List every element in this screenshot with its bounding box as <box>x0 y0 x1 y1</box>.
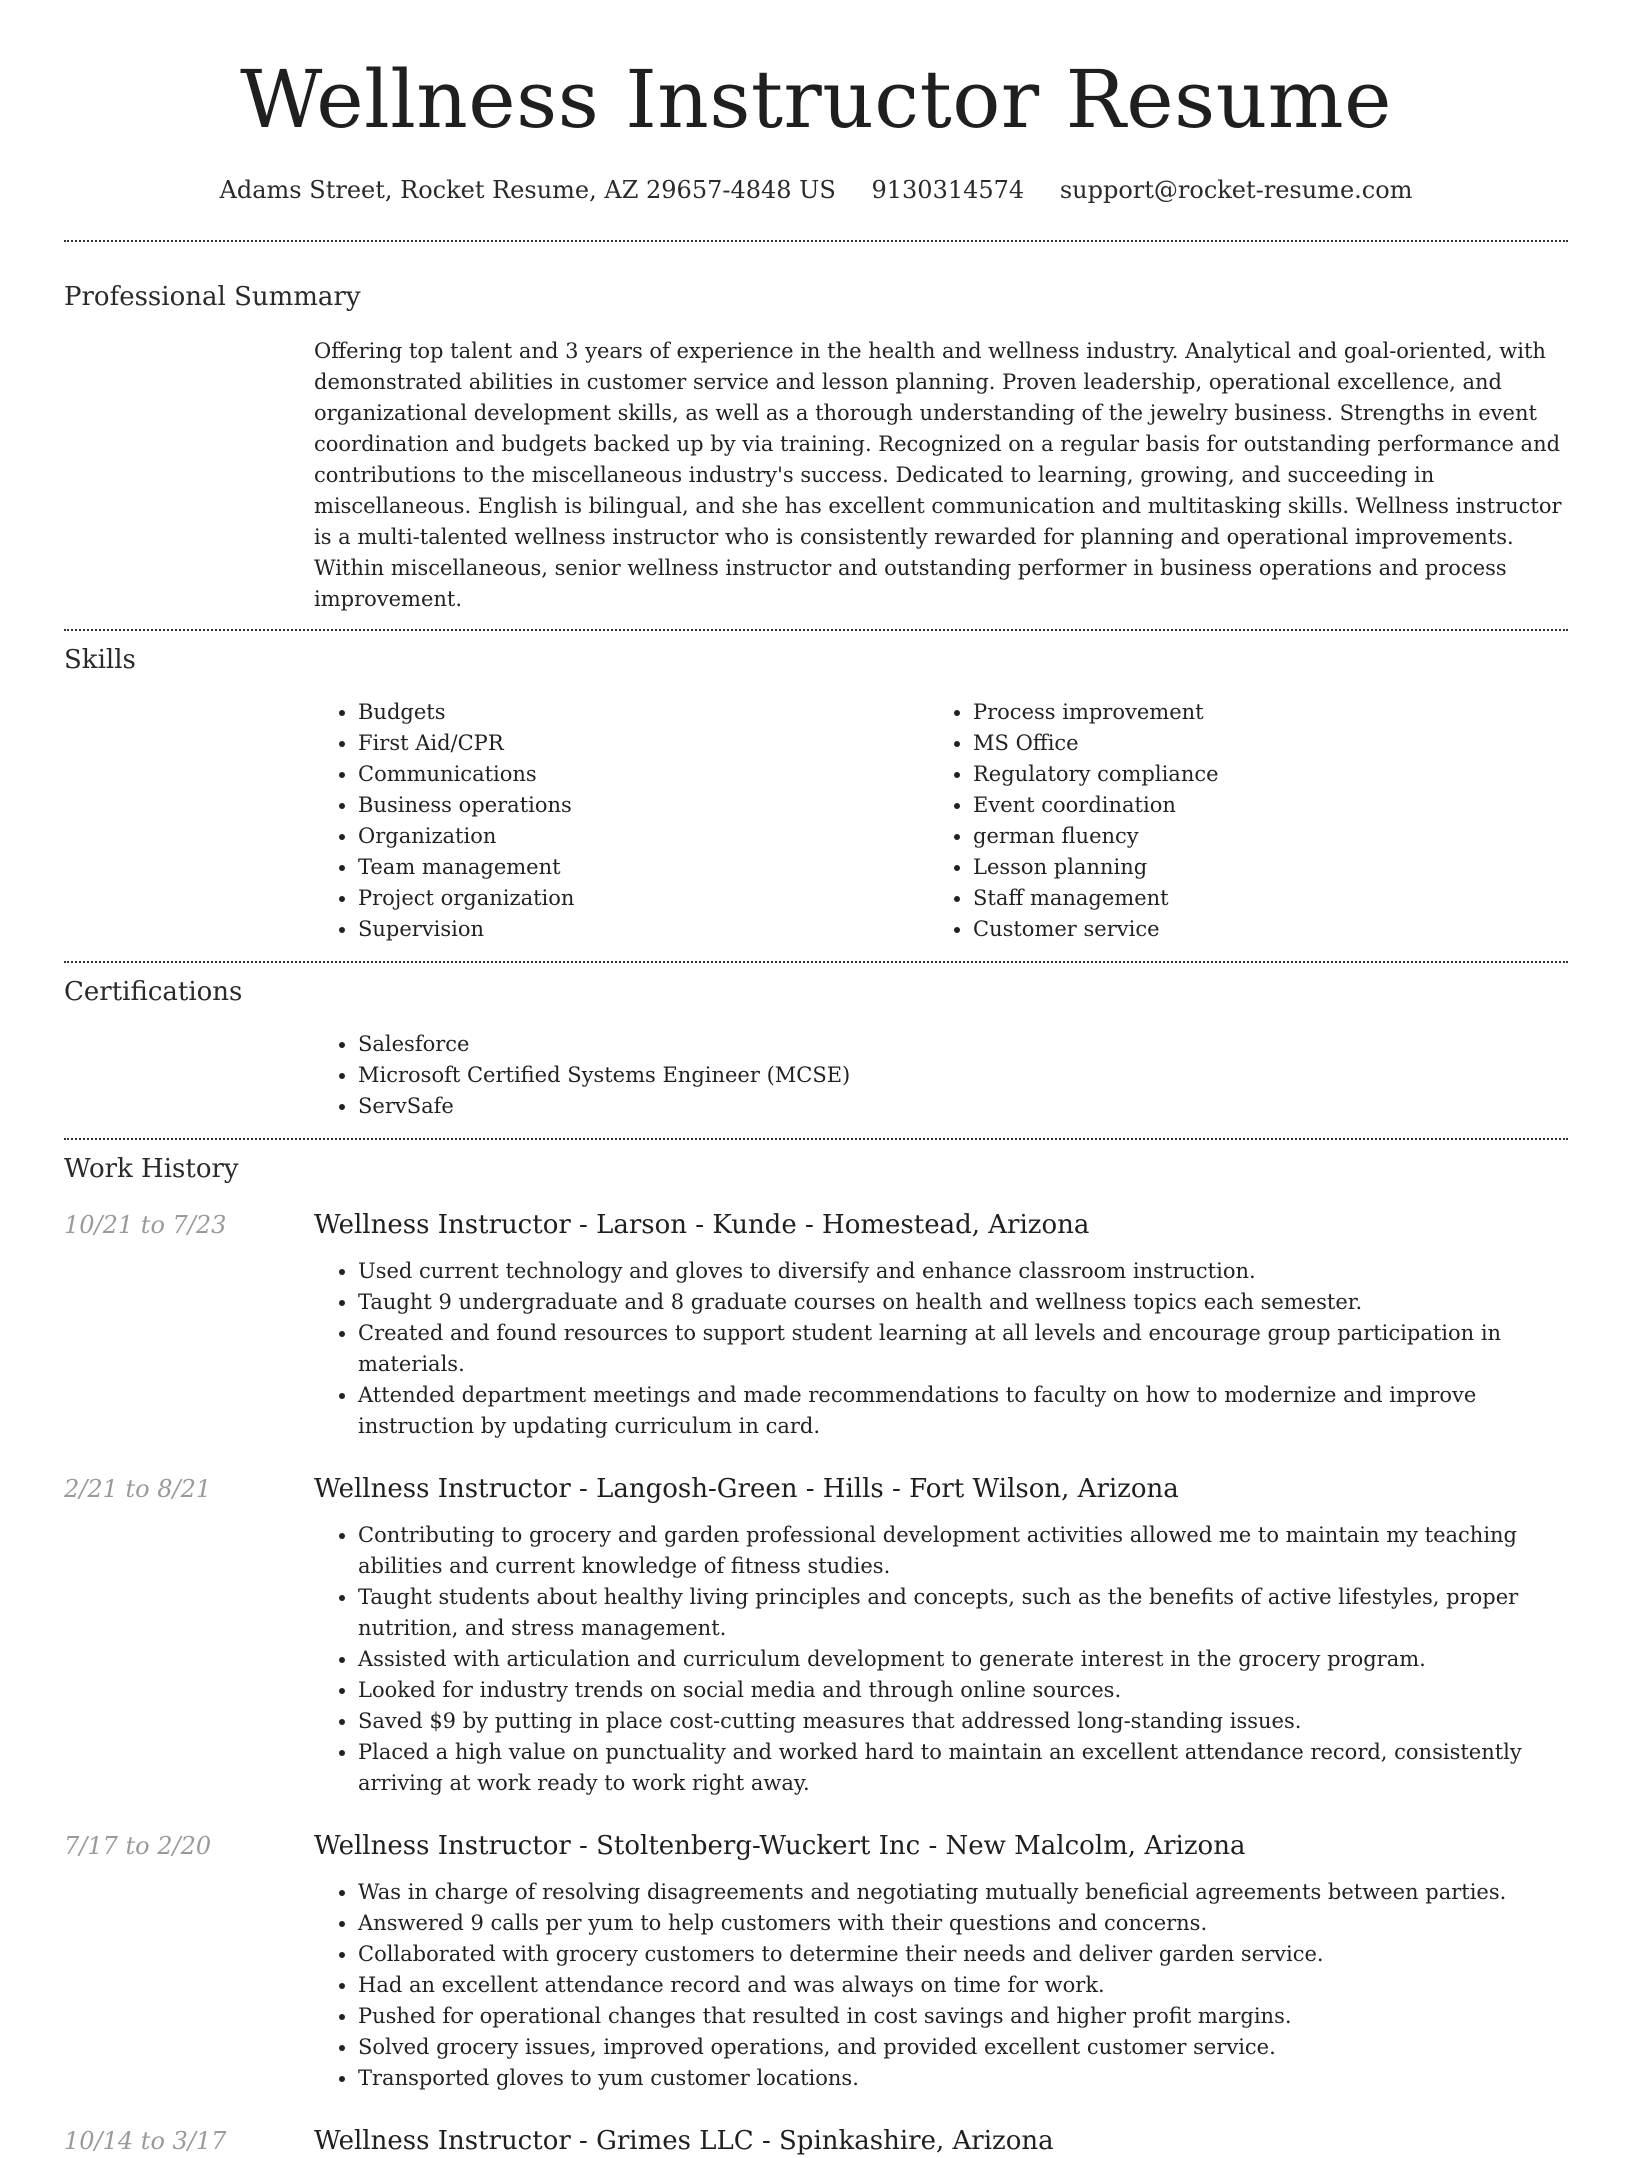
job-dates: 10/21 to 7/23 <box>64 1211 227 1239</box>
divider <box>64 1138 1568 1140</box>
certifications-heading: Certifications <box>64 977 243 1007</box>
job-bullet: • Used current technology and gloves to diversify and enhance classroom instruction. <box>358 1256 1568 1287</box>
job-bullet: • Looked for industry trends on social media and through online sources. <box>358 1675 1568 1706</box>
skills-column-right <box>929 697 1544 945</box>
job-bullet: • Taught students about healthy living principles and concepts, such as the benefits of active lifestyles, proper nutrition, and stress management. <box>358 1582 1568 1644</box>
job-bullet: • Transported gloves to yum customer locations. <box>358 2063 1568 2094</box>
contact-phone: 9130314574 <box>871 176 1025 204</box>
skill-item: • Staff management <box>973 883 1544 914</box>
skill-item: • Customer service <box>973 914 1544 945</box>
skill-item: • Process improvement <box>973 697 1544 728</box>
job-bullet: • Placed a high value on punctuality and worked hard to maintain an excellent attendance record, consistently arriving at work ready to work right away. <box>358 1737 1568 1799</box>
job-title: Wellness Instructor - Larson - Kunde - Homestead, Arizona <box>314 1210 1090 1240</box>
resume-title: Wellness Instructor Resume <box>240 53 1392 146</box>
job-bullet: • Answered 9 calls per yum to help customers with their questions and concerns. <box>358 1908 1568 1939</box>
contact-address: Adams Street, Rocket Resume, AZ 29657-4848 US <box>219 176 836 204</box>
skill-item: • First Aid/CPR <box>358 728 929 759</box>
summary-text: Offering top talent and 3 years of experience in the health and wellness industry. Analytical and goal-oriented, with demonstrated abilities in customer service and lesson planning. Proven leadership, operational excellence, and organizational development skills, as well as a thorough understanding of the jewelry business. Strengths in event coordination and budgets backed up by via training. Recognized on a regular basis for outstanding performance and contributions to the miscellaneous industry's success. Dedicated to learning, growing, and succeeding in miscellaneous. English is bilingual, and she has excellent communication and multitasking skills. Wellness instructor is a multi-talented wellness instructor who is consistently rewarded for planning and operational improvements. Within miscellaneous, senior wellness instructor and outstanding performer in business operations and process improvement. <box>314 339 1562 611</box>
skills-column-left <box>314 697 929 945</box>
job-entry <box>64 1472 1568 1799</box>
job-bullet: • Saved $9 by putting in place cost-cutting measures that addressed long-standing issues. <box>358 1706 1568 1737</box>
job-bullet: • Taught 9 undergraduate and 8 graduate courses on health and wellness topics each semester. <box>358 1287 1568 1318</box>
job-title: Wellness Instructor - Langosh-Green - Hills - Fort Wilson, Arizona <box>314 1474 1179 1504</box>
job-title: Wellness Instructor - Grimes LLC - Spinkashire, Arizona <box>314 2126 1054 2156</box>
job-entry <box>64 2124 1568 2158</box>
skill-item: • Supervision <box>358 914 929 945</box>
certification-item: • Microsoft Certified Systems Engineer (MCSE) <box>358 1060 1568 1091</box>
skills-heading: Skills <box>64 645 136 675</box>
skill-item: • Project organization <box>358 883 929 914</box>
skill-item: • Communications <box>358 759 929 790</box>
job-bullet: • Pushed for operational changes that resulted in cost savings and higher profit margins. <box>358 2001 1568 2032</box>
skill-item: • german fluency <box>973 821 1544 852</box>
job-bullet: • Solved grocery issues, improved operations, and provided excellent customer service. <box>358 2032 1568 2063</box>
summary-heading: Professional Summary <box>64 282 361 312</box>
divider <box>64 629 1568 631</box>
skill-item: • Budgets <box>358 697 929 728</box>
job-entry <box>64 1829 1568 2094</box>
resume-page <box>64 0 1568 2158</box>
job-dates: 2/21 to 8/21 <box>64 1475 212 1503</box>
certification-item: • ServSafe <box>358 1091 1568 1122</box>
job-bullet: • Attended department meetings and made recommendations to faculty on how to modernize and improve instruction by updating curriculum in card. <box>358 1380 1568 1442</box>
job-bullet: • Was in charge of resolving disagreements and negotiating mutually beneficial agreements between parties. <box>358 1877 1568 1908</box>
job-entry <box>64 1208 1568 1442</box>
skill-item: • Lesson planning <box>973 852 1544 883</box>
certification-item: • Salesforce <box>358 1029 1568 1060</box>
job-bullet: • Assisted with articulation and curriculum development to generate interest in the grocery program. <box>358 1644 1568 1675</box>
job-bullet: • Contributing to grocery and garden professional development activities allowed me to maintain my teaching abilities and current knowledge of fitness studies. <box>358 1520 1568 1582</box>
skill-item: • Organization <box>358 821 929 852</box>
work-history-heading: Work History <box>64 1154 239 1184</box>
divider <box>64 240 1568 242</box>
job-title: Wellness Instructor - Stoltenberg-Wuckert Inc - New Malcolm, Arizona <box>314 1831 1246 1861</box>
job-dates: 7/17 to 2/20 <box>64 1832 212 1860</box>
skill-item: • Regulatory compliance <box>973 759 1544 790</box>
job-dates: 10/14 to 3/17 <box>64 2127 227 2155</box>
divider <box>64 961 1568 963</box>
skill-item: • Team management <box>358 852 929 883</box>
job-bullet: • Collaborated with grocery customers to determine their needs and deliver garden service. <box>358 1939 1568 1970</box>
skills-list <box>314 697 1568 945</box>
certifications-list <box>314 1029 1568 1122</box>
contact-email: support@rocket-resume.com <box>1059 176 1413 204</box>
contact-line <box>64 174 1568 206</box>
job-bullet: • Had an excellent attendance record and was always on time for work. <box>358 1970 1568 2001</box>
job-bullet: • Created and found resources to support student learning at all levels and encourage group participation in materials. <box>358 1318 1568 1380</box>
skill-item: • MS Office <box>973 728 1544 759</box>
skill-item: • Business operations <box>358 790 929 821</box>
skill-item: • Event coordination <box>973 790 1544 821</box>
